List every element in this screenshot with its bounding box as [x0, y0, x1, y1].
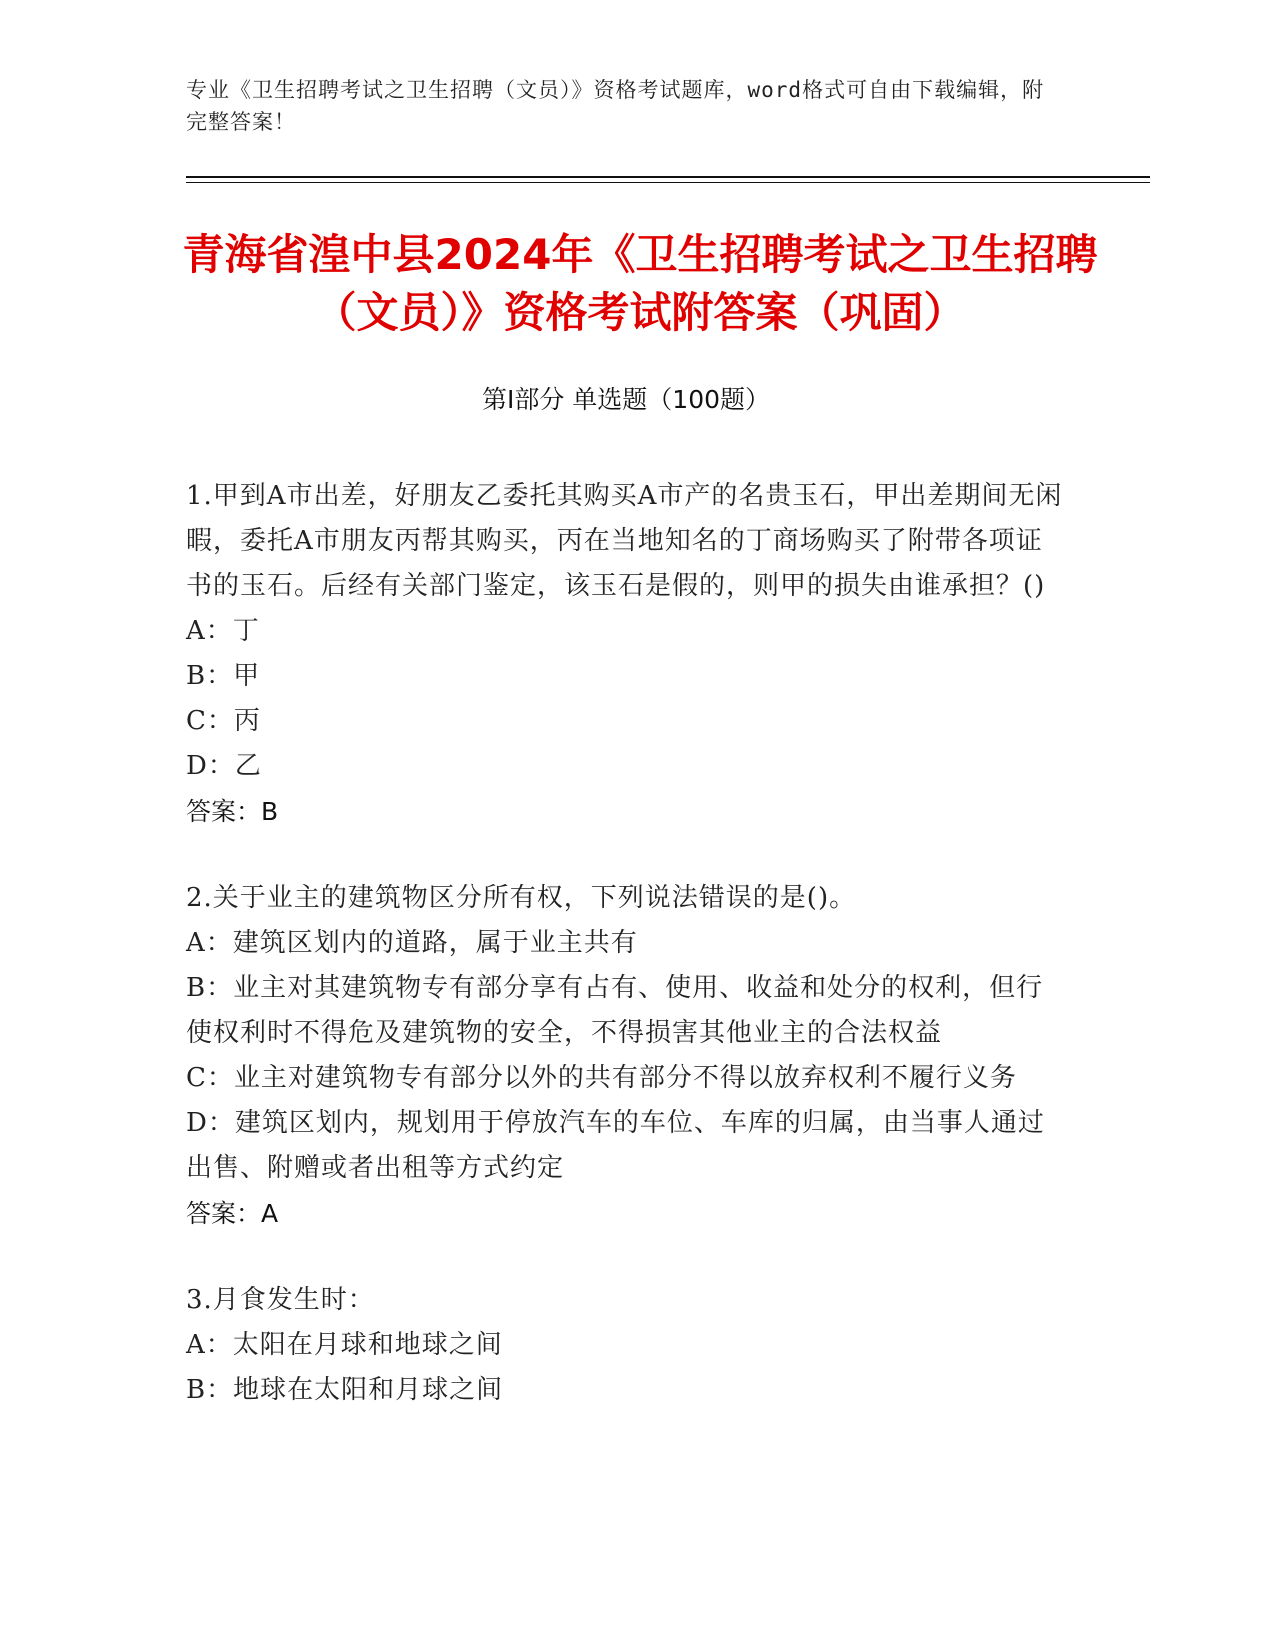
- option-d: D：建筑区划内，规划用于停放汽车的车位、车库的归属，由当事人通过出售、附赠或者出租等方式约定: [186, 1108, 1045, 1183]
- section-title: 第I部分 单选题（100题）: [481, 385, 771, 414]
- option-c: C：丙: [186, 706, 261, 736]
- option-b: B：甲: [186, 661, 261, 691]
- question-list: [186, 474, 1066, 1455]
- option-a: A：太阳在月球和地球之间: [186, 1330, 503, 1360]
- option-b: B：地球在太阳和月球之间: [186, 1375, 504, 1405]
- question-stem: 3.月食发生时：: [186, 1285, 375, 1315]
- option-a: A：建筑区划内的道路，属于业主共有: [186, 928, 638, 958]
- answer-line: 答案：A: [186, 1199, 279, 1228]
- option-c: C：业主对建筑物专有部分以外的共有部分不得以放弃权利不履行义务: [186, 1063, 1017, 1093]
- question-stem: 2.关于业主的建筑物区分所有权，下列说法错误的是()。: [186, 883, 857, 913]
- question-3: [186, 1278, 1066, 1413]
- header-rule-thin: [186, 182, 1150, 183]
- answer-line: 答案：B: [186, 797, 279, 826]
- question-1: [186, 474, 1066, 834]
- header-note: 专业《卫生招聘考试之卫生招聘（文员）》资格考试题库，word格式可自由下载编辑，附完整答案！: [186, 78, 1045, 134]
- header-rule-thick: [186, 176, 1150, 178]
- question-stem: 1.甲到A市出差，好朋友乙委托其购买A市产的名贵玉石，甲出差期间无闲暇，委托A市朋友丙帮其购买，丙在当地知名的丁商场购买了附带各项证书的玉石。后经有关部门鉴定，该玉石是假的，则甲的损失由谁承担？(): [186, 481, 1063, 601]
- option-b: B：业主对其建筑物专有部分享有占有、使用、收益和处分的权利，但行使权利时不得危及建筑物的安全，不得损害其他业主的合法权益: [186, 973, 1044, 1048]
- question-2: [186, 876, 1066, 1236]
- option-a: A：丁: [186, 616, 260, 646]
- document-title: 青海省湟中县2024年《卫生招聘考试之卫生招聘（文员）》资格考试附答案（巩固）: [182, 230, 1098, 337]
- option-d: D：乙: [186, 751, 262, 781]
